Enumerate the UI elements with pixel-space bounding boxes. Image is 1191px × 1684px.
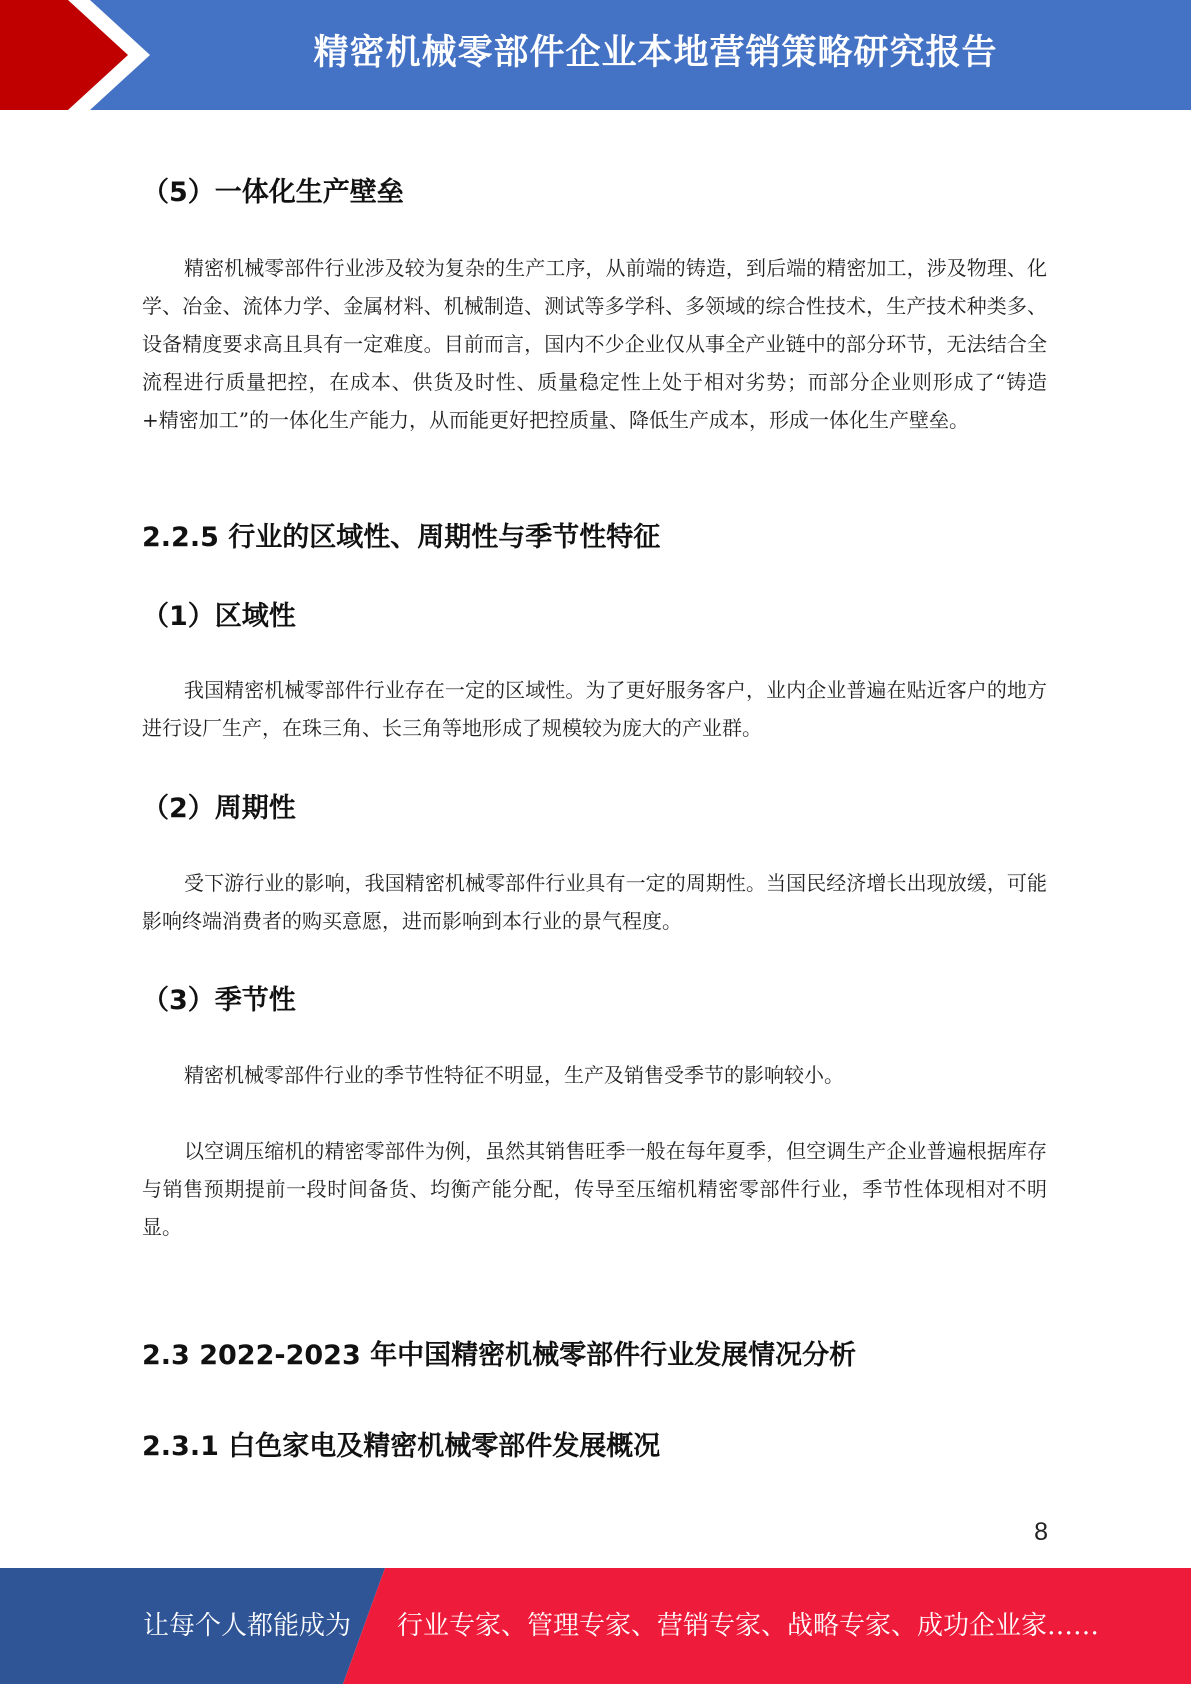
section-heading-regional: （1）区域性 [142, 601, 296, 632]
section-heading-2-2-5: 2.2.5 行业的区域性、周期性与季节性特征 [142, 522, 661, 553]
page-number: 8 [1034, 1518, 1048, 1546]
header-arrow-icon [0, 0, 160, 110]
footer-slogan-right: 行业专家、管理专家、营销专家、战略专家、成功企业家…… [397, 1611, 1100, 1641]
paragraph-seasonal-2: 以空调压缩机的精密零部件为例，虽然其销售旺季一般在每年夏季，但空调生产企业普遍根据库存与销售预期提前一段时间备货、均衡产能分配，传导至压缩机精密零部件行业，季节性体现相对不明显。 [142, 1139, 1047, 1239]
section-heading-cyclical: （2）周期性 [142, 793, 296, 824]
footer-slogan-left: 让每个人都能成为 [143, 1611, 352, 1641]
paragraph-cyclical: 受下游行业的影响，我国精密机械零部件行业具有一定的周期性。当国民经济增长出现放缓，可能影响终端消费者的购买意愿，进而影响到本行业的景气程度。 [142, 871, 1047, 933]
section-heading-2-3-1: 2.3.1 白色家电及精密机械零部件发展概况 [142, 1431, 661, 1462]
header-title: 精密机械零部件企业本地营销策略研究报告 [313, 33, 998, 73]
paragraph-regional: 我国精密机械零部件行业存在一定的区域性。为了更好服务客户，业内企业普遍在贴近客户的地方进行设厂生产，在珠三角、长三角等地形成了规模较为庞大的产业群。 [142, 678, 1047, 740]
section-heading-integrated-production: （5）一体化生产壁垒 [142, 177, 404, 208]
page-header [0, 0, 1191, 110]
section-heading-seasonal: （3）季节性 [142, 985, 296, 1016]
section-heading-2-3: 2.3 2022-2023 年中国精密机械零部件行业发展情况分析 [142, 1340, 857, 1371]
page-footer [0, 1568, 1191, 1684]
paragraph-seasonal-1: 精密机械零部件行业的季节性特征不明显，生产及销售受季节的影响较小。 [184, 1063, 844, 1087]
paragraph-integrated-production: 精密机械零部件行业涉及较为复杂的生产工序，从前端的铸造，到后端的精密加工，涉及物理、化学、冶金、流体力学、金属材料、机械制造、测试等多学科、多领域的综合性技术，生产技术种类多、设备精度要求高且具有一定难度。目前而言，国内不少企业仅从事全产业链中的部分环节，无法结合全流程进行质量把控，在成本、供货及时性、质量稳定性上处于相对劣势；而部分企业则形成了“铸造+精密加工”的一体化生产能力，从而能更好把控质量、降低生产成本，形成一体化生产壁垒。 [142, 256, 1047, 432]
